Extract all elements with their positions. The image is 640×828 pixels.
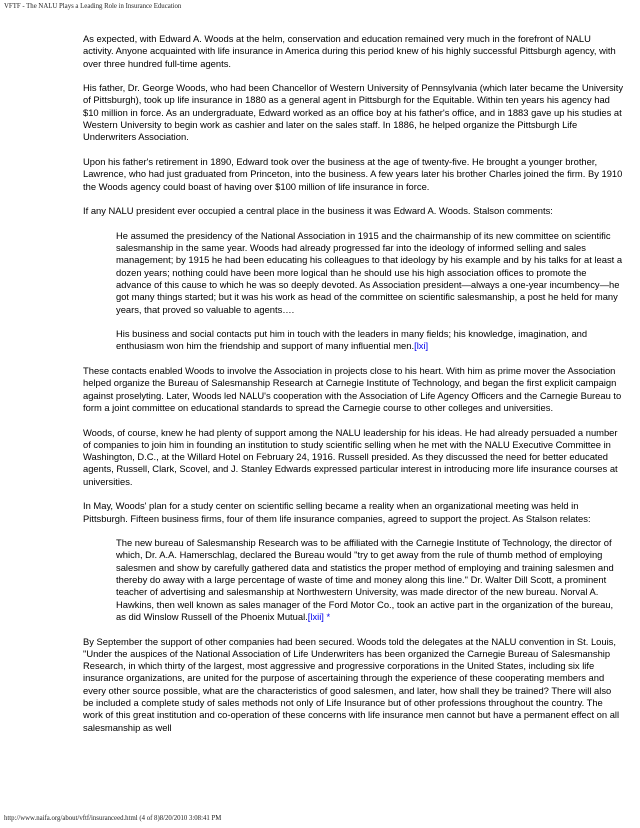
stalson-quote-2 [116,537,623,623]
quote-new-bureau [116,537,623,623]
paragraph-fathers-retirement: Upon his father's retirement in 1890, Edward took over the business at the age of twenty-five. He brought a younger brother, Lawrence, who had just graduated from Princeton, into the business. A few years later his brother Charles joined the firm. By 1910 the Woods agency could boast of having over $100 million of life insurance in force. [83,155,623,192]
paragraph-contacts-enabled: These contacts enabled Woods to involve the Association in projects close to his heart. With him as prime mover the Association helped organize the Bureau of Salesmanship Research at Carnegie Institute of Technology, and began the first explicit campaign against proselyting. Later, Woods led NALU's cooperation with the Association of Life Agency Officers and the Carnegie Bureau to form a joint committee on educational standards to spread the Carnegie course to other colleges and universities. [83,365,622,413]
page-header-title: VFTF - The NALU Plays a Leading Role in Insurance Education [4,3,182,10]
page-footer-url: http://www.naifa.org/about/vftf/insuranceed.html (4 of 8)8/20/2010 3:08:41 PM [4,815,222,822]
footnote-link-lxi[interactable]: [lxi] [414,340,429,352]
paragraph-may-plan: In May, Woods' plan for a study center on scientific selling became a reality when an organizational meeting was held in Pittsburgh. Fifteen business firms, four of them life insurance companies, agreed to support the project. As Stalson relates: [83,500,591,524]
article-body [83,33,623,746]
quote-business-contacts-text: His business and social contacts put him in touch with the leaders in many fields; his knowledge, imagination, and enthusiasm won him the friendship and support of many influential men. [116,328,588,352]
paragraph-september-support: By September the support of other companies had been secured. Woods told the delegates at the NALU convention in St. Louis, "Under the auspices of the National Association of Life Underwriters has been organized the Carnegie Bureau of Salesmanship Research, in which thirty of the largest, most aggressive and progressive corporations in the United States, including six life insurance organizations, are united for the purpose of ascertaining through the experience of these cooperating members and every other source possible, what are the characteristics of good salesmen, and later, how shall they be trained? There will also be included a complete study of sales methods not only of Life Insurance but of other professions throughout the country. The work of this great institution and co-operation of these concerns with life insurance men cannot but have a permanent effect on all salesmanship as well [83,635,620,733]
paragraph-george-woods: His father, Dr. George Woods, who had been Chancellor of Western University of Pennsylvania (which later became the University of Pittsburgh), took up life insurance in 1880 as a general agent in Pittsburgh for the Equitable. Within ten years his agency had $10 million in force. As an undergraduate, Edward worked as an office boy at his father's office, and in 1883 gave up his studies at Western University to begin work as cashier and later on the sales staff. In 1886, he helped organize the Pittsburgh Life Underwriters Association. [83,82,624,143]
quote-new-bureau-text: The new bureau of Salesmanship Research was to be affiliated with the Carnegie Institute of Technology, the director of which, Dr. A.A. Hamerschlag, declared the Bureau would "try to get away from the rule of thumb method of employing salesmen and show by carefully gathered data and statistics the proper method of employing and training salesmen and thereby do away with a large percentage of waste of time and money along this line." Dr. Walter Dill Scott, a prominent teacher of advertising and salesmanship at Northwestern University, was made director of the new bureau. Norval A. Hawkins, then well known as sales manager of the Ford Motor Co., took an active part in the organization of the bureau, as did Winslow Russell of the Phoenix Mutual. [116,537,614,622]
paragraph-support-among-leadership: Woods, of course, knew he had plenty of support among the NALU leadership for his ideas. He had already persuaded a number of companies to join him in founding an institution to study scientific selling when he met with the NALU Executive Committee in Washington, D.C., at the Willard Hotel on February 24, 1916. Russell presided. As they discussed the need for better educated agents, Russell, Clark, Scovel, and J. Stanley Edwards expressed particular interest in introducing more life insurance courses at universities. [83,426,618,487]
footnote-link-lxii[interactable]: [lxii] [307,610,324,622]
paragraph-woods-at-helm: As expected, with Edward A. Woods at the helm, conservation and education remained very much in the forefront of NALU activity. Anyone acquainted with life insurance in America during this period knew of his highly successful Pittsburgh agency, with over three hundred full-time agents. [83,33,616,69]
quote-business-contacts [116,328,623,353]
asterisk-note-link[interactable]: * [323,610,331,622]
stalson-quote-1 [116,230,623,353]
paragraph-central-place: If any NALU president ever occupied a central place in the business it was Edward A. Woods. Stalson comments: [83,205,553,217]
quote-presidency: He assumed the presidency of the National Association in 1915 and the chairmanship of its new committee on scientific salesmanship in the same year. Woods had already progressed far into the ideology of informed selling and sales management; by 1915 he had been educating his colleagues to that ideology by his example and by his talks for at least a dozen years; nothing could have been more logical than he should use his high association offices to promote the advance of this cause to which he was so deeply devoted. As Association president—always a one-year incumbency—he got many things started; but it was his work as head of the committee on scientific salesmanship, a post he held for many years, that proved so valuable to agents…. [116,229,623,315]
